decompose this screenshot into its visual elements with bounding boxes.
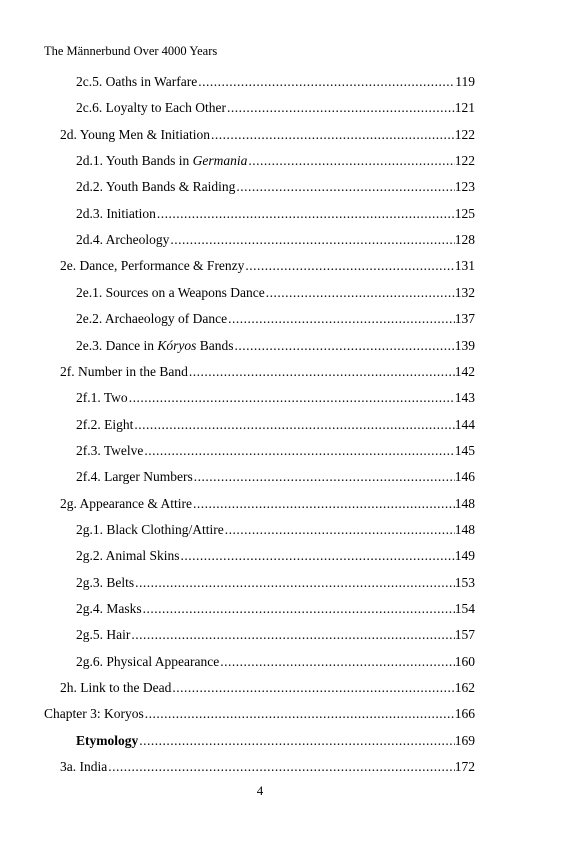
toc-page-number: 121 bbox=[454, 100, 475, 116]
toc-entry-title bbox=[76, 417, 133, 433]
toc-entry-title bbox=[76, 443, 143, 459]
toc-title-text: 2f. Number in the Band bbox=[60, 363, 188, 379]
toc-entry-title bbox=[76, 153, 247, 169]
toc-page-number: 122 bbox=[454, 153, 475, 169]
toc-page-number: 128 bbox=[454, 232, 475, 248]
toc-entry-title bbox=[60, 258, 244, 274]
dot-leader bbox=[247, 153, 454, 169]
toc-title-text: 2h. Link to the Dead bbox=[60, 680, 172, 696]
toc-title-text: 2e. Dance, Performance & Frenzy bbox=[60, 258, 245, 274]
toc-entry-title bbox=[44, 706, 144, 722]
toc-page-number: 125 bbox=[454, 205, 475, 221]
toc-title-text: 2g.4. Masks bbox=[76, 601, 142, 616]
toc-entry-title bbox=[76, 100, 226, 116]
toc-entry[interactable] bbox=[44, 704, 475, 722]
toc-title-text: Bands bbox=[196, 337, 234, 353]
toc-page-number: 145 bbox=[454, 442, 475, 458]
toc-page-number: 172 bbox=[454, 759, 475, 775]
toc-entry-title bbox=[76, 390, 128, 406]
toc-page-number: 149 bbox=[454, 548, 475, 564]
toc-page-number: 139 bbox=[454, 337, 475, 353]
toc-title-italic-text: Germania bbox=[192, 153, 248, 169]
dot-leader bbox=[144, 706, 455, 722]
toc-entry[interactable] bbox=[76, 204, 475, 222]
toc-title-text: 2d.2. Youth Bands & Raiding bbox=[76, 179, 236, 195]
dot-leader bbox=[142, 601, 455, 617]
toc-page-number: 119 bbox=[455, 74, 475, 89]
toc-entry-title bbox=[76, 338, 233, 354]
toc-page-number: 143 bbox=[454, 390, 475, 406]
toc-entry-title bbox=[76, 179, 235, 195]
toc-entry-title bbox=[76, 733, 138, 749]
toc-title-italic-text: Kóryos bbox=[157, 337, 197, 353]
toc-entry[interactable] bbox=[76, 388, 475, 406]
toc-entry-title bbox=[60, 127, 210, 143]
toc-page-number: 144 bbox=[454, 416, 475, 432]
toc-entry[interactable] bbox=[76, 625, 475, 643]
toc-entry[interactable] bbox=[76, 177, 475, 195]
toc-entry-title bbox=[76, 469, 193, 485]
toc-entry[interactable] bbox=[60, 125, 475, 143]
toc-title-text: 2f.3. Twelve bbox=[76, 442, 144, 458]
toc-entry[interactable] bbox=[76, 309, 475, 327]
dot-leader bbox=[128, 390, 455, 406]
dot-leader bbox=[156, 206, 455, 222]
toc-entry[interactable] bbox=[76, 230, 475, 248]
dot-leader bbox=[107, 759, 455, 775]
toc-entry[interactable] bbox=[76, 98, 475, 116]
toc-title-text: 2g. Appearance & Attire bbox=[60, 495, 192, 511]
toc-entry[interactable] bbox=[76, 467, 475, 485]
toc-entry[interactable] bbox=[76, 415, 475, 433]
toc-page-number: 122 bbox=[454, 126, 475, 142]
dot-leader bbox=[226, 100, 455, 116]
page-number: 4 bbox=[256, 783, 264, 798]
toc-title-text: 2e.1. Sources on a Weapons Dance bbox=[76, 284, 265, 300]
toc-entry[interactable] bbox=[60, 757, 475, 775]
toc-page-number: 123 bbox=[454, 179, 475, 195]
toc-entry-title bbox=[60, 364, 188, 380]
dot-leader bbox=[143, 443, 454, 459]
toc-title-text: Etymology bbox=[76, 732, 139, 748]
toc-title-text: 2f.4. Larger Numbers bbox=[76, 469, 193, 485]
toc-title-text: 2f.2. Eight bbox=[76, 416, 134, 432]
toc-title-text: 2c.5. Oaths in Warfare bbox=[76, 74, 198, 89]
toc-page-number: 148 bbox=[454, 495, 475, 511]
toc-entry[interactable] bbox=[76, 652, 475, 670]
dot-leader bbox=[188, 364, 455, 380]
toc-entry-title bbox=[76, 575, 134, 591]
toc-page-number: 166 bbox=[454, 706, 475, 722]
toc-entry-title bbox=[60, 759, 107, 775]
dot-leader bbox=[134, 575, 455, 591]
toc-entry-title bbox=[76, 548, 180, 564]
toc-entry[interactable] bbox=[60, 494, 475, 512]
toc-page-number: 157 bbox=[454, 627, 475, 643]
toc-title-text: Chapter 3: Koryos bbox=[44, 706, 144, 722]
toc-title-text: 2e.3. Dance in bbox=[76, 337, 158, 353]
toc-entry[interactable] bbox=[76, 520, 475, 538]
toc-title-text: 2g.6. Physical Appearance bbox=[76, 653, 220, 669]
toc-entry[interactable] bbox=[60, 678, 475, 696]
toc-title-text: 2c.6. Loyalty to Each Other bbox=[76, 100, 226, 116]
dot-leader bbox=[133, 417, 454, 433]
toc-page-number: 142 bbox=[454, 363, 475, 379]
dot-leader bbox=[224, 522, 455, 538]
dot-leader bbox=[244, 258, 454, 274]
toc-entry-title bbox=[76, 522, 224, 538]
toc-title-text: 2d. Young Men & Initiation bbox=[60, 126, 211, 142]
dot-leader bbox=[265, 285, 455, 301]
toc-title-text: 2d.4. Archeology bbox=[76, 232, 170, 248]
dot-leader bbox=[227, 311, 455, 327]
toc-entry[interactable] bbox=[76, 441, 475, 459]
toc-entry-title bbox=[76, 232, 169, 248]
dot-leader bbox=[235, 179, 454, 195]
toc-page-number: 137 bbox=[454, 311, 475, 327]
toc-entry[interactable] bbox=[76, 72, 475, 90]
toc-page-number: 146 bbox=[454, 469, 475, 485]
toc-entry-title bbox=[76, 654, 219, 670]
toc-title-text: 2g.5. Hair bbox=[76, 627, 131, 643]
toc-title-text: 3a. India bbox=[60, 759, 108, 775]
toc-entry-title bbox=[76, 206, 156, 222]
toc-entry[interactable] bbox=[76, 336, 475, 354]
toc-entry-title bbox=[60, 496, 192, 512]
toc-entry-title bbox=[76, 311, 227, 327]
toc-entry[interactable] bbox=[76, 151, 475, 169]
toc-entry[interactable] bbox=[76, 546, 475, 564]
dot-leader bbox=[192, 496, 455, 512]
toc-entry[interactable] bbox=[76, 599, 475, 617]
toc-title-text: 2g.2. Animal Skins bbox=[76, 548, 180, 564]
toc-title-text: 2f.1. Two bbox=[76, 390, 128, 406]
toc-page-number: 154 bbox=[454, 601, 475, 616]
dot-leader bbox=[169, 232, 454, 248]
dot-leader bbox=[197, 74, 455, 90]
toc-page-number: 162 bbox=[454, 680, 475, 696]
toc-entry[interactable] bbox=[76, 731, 475, 749]
toc-entry[interactable] bbox=[76, 283, 475, 301]
dot-leader bbox=[193, 469, 455, 485]
toc-entry-title bbox=[76, 601, 142, 617]
toc-title-text: 2d.3. Initiation bbox=[76, 205, 156, 221]
toc-page-number: 131 bbox=[454, 258, 475, 274]
toc-page-number: 148 bbox=[454, 521, 475, 537]
dot-leader bbox=[138, 733, 455, 749]
toc-title-text: 2d.1. Youth Bands in bbox=[76, 153, 193, 169]
running-head: The Männerbund Over 4000 Years bbox=[44, 44, 218, 58]
dot-leader bbox=[171, 680, 454, 696]
toc-entry[interactable] bbox=[76, 573, 475, 591]
toc-page-number: 169 bbox=[454, 732, 475, 748]
toc-title-text: 2g.1. Black Clothing/Attire bbox=[76, 521, 224, 537]
toc-entry-title bbox=[60, 680, 171, 696]
toc-entry[interactable] bbox=[60, 362, 475, 380]
toc-title-text: 2g.3. Belts bbox=[76, 574, 135, 590]
toc-page-number: 160 bbox=[454, 653, 475, 669]
dot-leader bbox=[233, 338, 454, 354]
toc-page-number: 153 bbox=[454, 574, 475, 590]
dot-leader bbox=[180, 548, 455, 564]
toc-page-number: 132 bbox=[454, 284, 475, 300]
dot-leader bbox=[219, 654, 455, 670]
toc-entry-title bbox=[76, 627, 130, 643]
toc-title-text: 2e.2. Archaeology of Dance bbox=[76, 311, 228, 327]
toc-entry[interactable] bbox=[60, 256, 475, 274]
dot-leader bbox=[210, 127, 455, 143]
toc-entry-title bbox=[76, 285, 265, 301]
dot-leader bbox=[130, 627, 454, 643]
toc-entry-title bbox=[76, 74, 197, 90]
